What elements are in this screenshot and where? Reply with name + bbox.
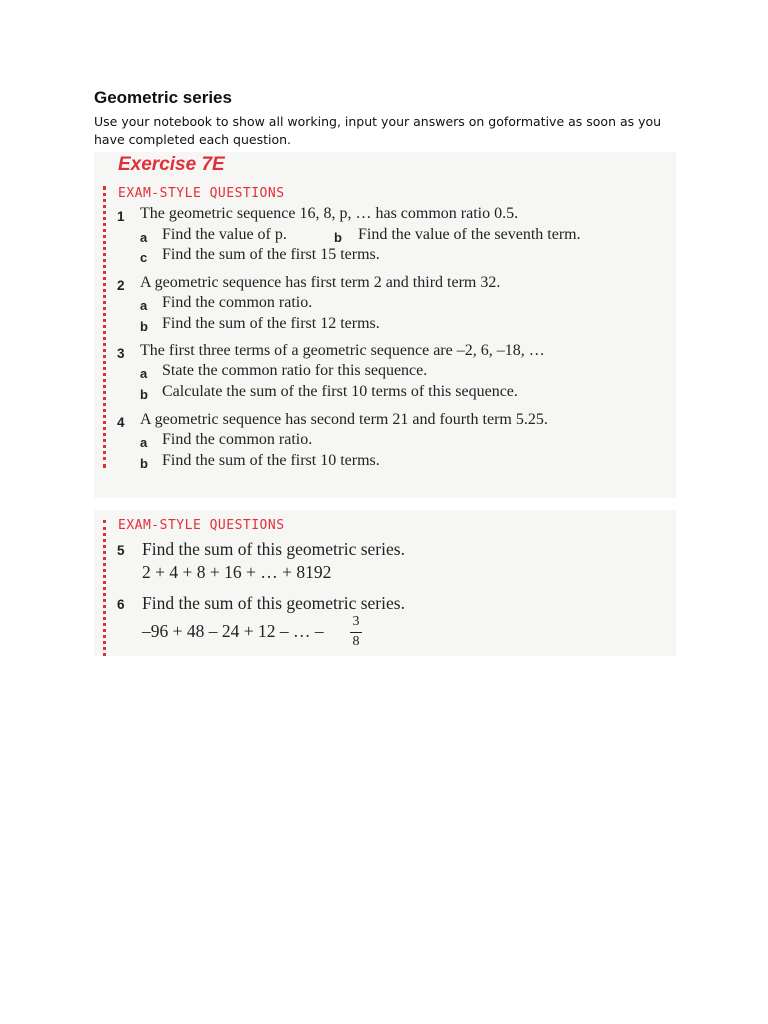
part-text: Find the sum of the first 12 terms. bbox=[162, 315, 380, 332]
question-text: Find the sum of this geometric series. bbox=[142, 539, 405, 559]
question-number: 5 bbox=[117, 543, 125, 558]
exam-style-heading: EXAM-STYLE QUESTIONS bbox=[118, 518, 285, 533]
part-label: a bbox=[140, 366, 148, 381]
question-number: 3 bbox=[117, 346, 125, 361]
question-number: 4 bbox=[117, 415, 125, 430]
part-label: a bbox=[140, 298, 148, 313]
exercise-panel bbox=[94, 152, 676, 498]
question-number: 2 bbox=[117, 278, 125, 293]
fraction-denominator: 8 bbox=[352, 634, 360, 649]
part-text: State the common ratio for this sequence. bbox=[162, 362, 428, 379]
series-expression: 2 + 4 + 8 + 16 + … + 8192 bbox=[142, 562, 332, 582]
exercise-title: Exercise 7E bbox=[118, 154, 225, 175]
part-label: b bbox=[334, 230, 342, 245]
part-label: c bbox=[140, 250, 148, 265]
part-text: Find the common ratio. bbox=[162, 294, 313, 311]
question-number: 1 bbox=[117, 209, 125, 224]
series-expression: –96 + 48 – 24 + 12 – … – bbox=[142, 621, 324, 641]
dotted-margin-line bbox=[103, 186, 106, 468]
part-label: b bbox=[140, 387, 148, 402]
part-label: a bbox=[140, 230, 148, 245]
question-text: The first three terms of a geometric sequence are –2, 6, –18, … bbox=[140, 342, 545, 359]
part-label: a bbox=[140, 435, 148, 450]
part-text: Find the common ratio. bbox=[162, 431, 313, 448]
question-number: 6 bbox=[117, 597, 125, 612]
part-text: Find the value of the seventh term. bbox=[358, 226, 581, 243]
question-text: A geometric sequence has second term 21 and fourth term 5.25. bbox=[140, 411, 548, 428]
question-text: Find the sum of this geometric series. bbox=[142, 593, 405, 613]
dotted-margin-line bbox=[103, 520, 106, 656]
part-label: b bbox=[140, 319, 148, 334]
part-text: Find the sum of the first 15 terms. bbox=[162, 246, 380, 263]
fraction-bar bbox=[350, 632, 362, 633]
exam-style-heading: EXAM-STYLE QUESTIONS bbox=[118, 186, 285, 201]
page-title: Geometric series bbox=[94, 88, 232, 107]
part-text: Find the sum of the first 10 terms. bbox=[162, 452, 380, 469]
part-text: Find the value of p. bbox=[162, 226, 287, 243]
exercise-panel-2 bbox=[94, 510, 676, 656]
part-text: Calculate the sum of the first 10 terms of this sequence. bbox=[162, 383, 518, 400]
question-text: The geometric sequence 16, 8, p, … has common ratio 0.5. bbox=[140, 205, 519, 222]
question-text: A geometric sequence has first term 2 and third term 32. bbox=[140, 274, 501, 291]
instructions-text: Use your notebook to show all working, input your answers on goformative as soon as you have completed each question. bbox=[94, 114, 662, 147]
part-label: b bbox=[140, 456, 148, 471]
fraction-numerator: 3 bbox=[352, 614, 360, 629]
